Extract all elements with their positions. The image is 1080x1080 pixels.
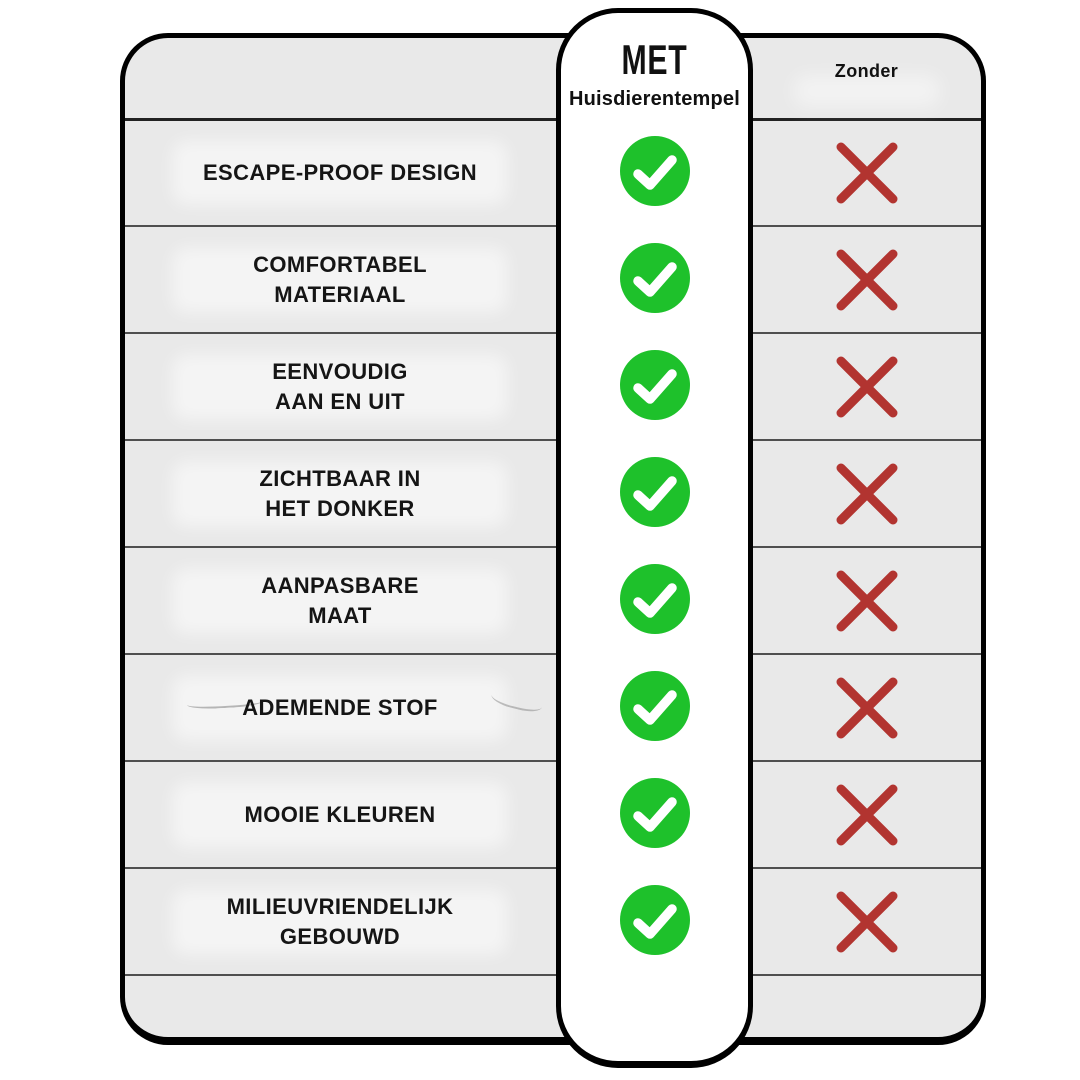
- cross-icon: [829, 456, 905, 532]
- zonder-value-cell: [752, 227, 981, 332]
- feature-label: [261, 571, 419, 631]
- feature-label-cell: [125, 334, 555, 439]
- check-icon: [619, 349, 691, 421]
- footer-row: [125, 974, 981, 1037]
- zonder-value-cell: [752, 121, 981, 225]
- cross-icon: [829, 242, 905, 318]
- met-column-pillar: [556, 8, 753, 1068]
- feature-label-cell: [125, 548, 555, 653]
- feature-label-line: AAN EN UIT: [275, 388, 405, 414]
- column-header-zonder: Zonder: [834, 60, 899, 81]
- feature-label-line: MATERIAAL: [274, 281, 406, 307]
- cross-icon: [829, 670, 905, 746]
- check-icon: [619, 135, 691, 207]
- feature-label: [203, 158, 477, 188]
- table-row: [125, 546, 981, 653]
- check-icon: [619, 242, 691, 314]
- cross-icon: [829, 884, 905, 960]
- met-column-header: [561, 13, 748, 111]
- table-row: [125, 653, 981, 760]
- feature-label: [227, 892, 454, 952]
- feature-label-cell: [125, 762, 555, 867]
- zonder-value-cell: [752, 869, 981, 974]
- feature-label: [272, 357, 408, 417]
- feature-label: [259, 464, 420, 524]
- feature-label: [242, 693, 437, 723]
- feature-label-line: MILIEUVRIENDELIJK: [226, 893, 454, 919]
- zonder-value-cell: [752, 441, 981, 546]
- feature-label-line: MAAT: [308, 602, 372, 628]
- feature-label-cell: [125, 441, 555, 546]
- header-row: [125, 38, 981, 118]
- feature-label-cell: [125, 227, 555, 332]
- cross-icon: [829, 563, 905, 639]
- header-zonder-cell: [752, 38, 981, 118]
- feature-label-line: COMFORTABEL: [253, 251, 427, 277]
- table-row: [125, 867, 981, 974]
- check-icon: [619, 456, 691, 528]
- zonder-value-cell: [752, 762, 981, 867]
- comparison-panel: [120, 33, 986, 1045]
- check-icon: [619, 670, 691, 742]
- zonder-value-cell: [752, 548, 981, 653]
- feature-label-cell: [125, 655, 555, 760]
- feature-label-line: AANPASBARE: [261, 572, 419, 598]
- feature-label-cell: [125, 121, 555, 225]
- feature-label-line: ZICHTBAAR IN: [259, 465, 421, 491]
- table-row: [125, 760, 981, 867]
- cross-icon: [829, 349, 905, 425]
- feature-label: [245, 800, 436, 830]
- check-icon: [619, 777, 691, 849]
- table-row: [125, 332, 981, 439]
- check-icon: [619, 884, 691, 956]
- feature-label-line: MOOIE KLEUREN: [244, 801, 436, 827]
- table-row: [125, 439, 981, 546]
- rows-container: [125, 118, 981, 974]
- feature-label-line: ADEMENDE STOF: [242, 694, 438, 720]
- table-row: [125, 225, 981, 332]
- header-feature-cell: [125, 38, 555, 118]
- check-icon: [619, 563, 691, 635]
- column-header-met: MET: [621, 36, 688, 83]
- table-row: [125, 118, 981, 225]
- feature-label-line: ESCAPE-PROOF DESIGN: [202, 160, 478, 185]
- zonder-value-cell: [752, 334, 981, 439]
- cross-icon: [829, 135, 905, 211]
- feature-label-line: HET DONKER: [265, 495, 415, 521]
- feature-label-line: GEBOUWD: [279, 923, 401, 949]
- zonder-value-cell: [752, 655, 981, 760]
- feature-label-line: EENVOUDIG: [272, 358, 408, 384]
- feature-label: [253, 250, 427, 310]
- feature-label-cell: [125, 869, 555, 974]
- column-header-brand: Huisdierentempel: [568, 88, 741, 110]
- cross-icon: [829, 777, 905, 853]
